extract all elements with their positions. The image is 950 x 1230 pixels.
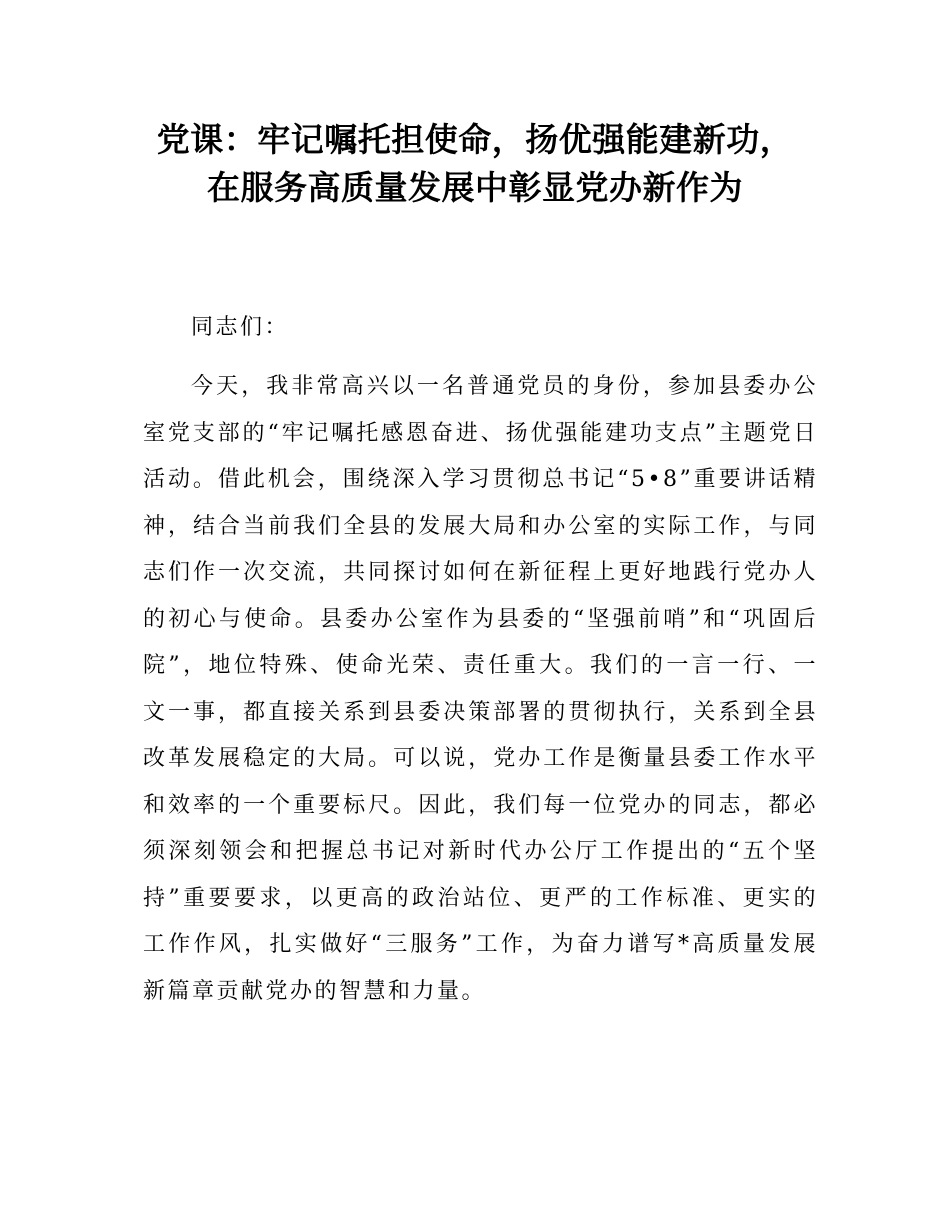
salutation: 同志们： (191, 315, 290, 340)
document-title-line-2: 在服务高质量发展中彰显党办新作为 (207, 168, 743, 207)
body-paragraph: 今天，我非常高兴以一名普通党员的身份，参加县委办公室党支部的“牢记嘱托感恩奋进、扬优强能建功支点”主题党日活动。借此机会，围绕深入学习贯彻总书记“5•8”重要讲话精神，结合当前我们全县的发展大局和办公室的实际工作，与同志们作一次交流，共同探讨如何在新征程上更好地践行党办人的初心与使命。县委办公室作为县委的“坚强前哨”和“巩固后院”，地位特殊、使命光荣、责任重大。我们的一言一行、一文一事，都直接关系到县委决策部署的贯彻执行，关系到全县改革发展稳定的大局。可以说，党办工作是衡量县委工作水平和效率的一个重要标尺。因此，我们每一位党办的同志，都必须深刻领会和把握总书记对新时代办公厅工作提出的“五个坚持”重要要求，以更高的政治站位、更严的工作标准、更实的工作作风，扎实做好“三服务”工作，为奋力谱写*高质量发展新篇章贡献党办的智慧和力量。 (143, 374, 818, 1004)
document-title-line-1: 党课：牢记嘱托担使命，扬优强能建新功， (156, 120, 794, 159)
